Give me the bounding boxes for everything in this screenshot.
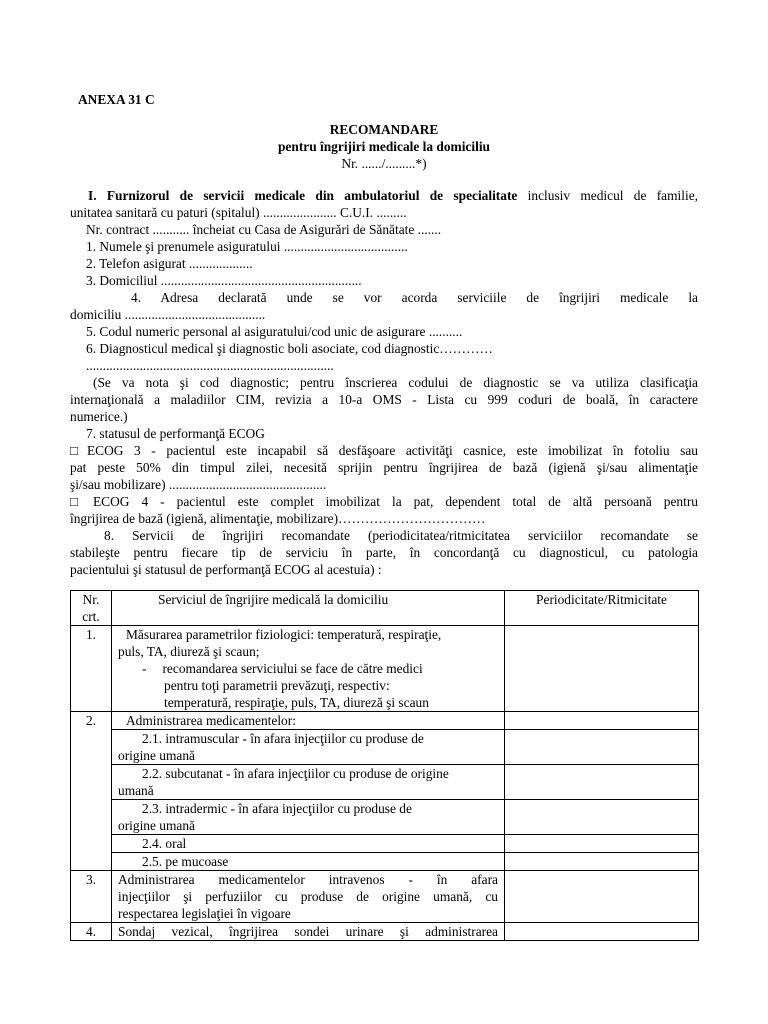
ecog4-checkbox[interactable]: □: [70, 494, 79, 509]
row2-5-service: 2.5. pe mucoase: [112, 853, 505, 871]
contract-line: Nr. contract ........... încheiat cu Casa de Asigurări de Sănătate .......: [86, 222, 442, 237]
row4-service: [112, 923, 505, 941]
field-insured-name: 1. Numele şi prenumele asiguratului .....................................: [86, 239, 408, 254]
services-table: [70, 590, 699, 941]
row2-4-period[interactable]: [505, 835, 699, 853]
row2-3-line1: 2.3. intradermic - în afara injecţiilor cu produse de: [142, 801, 412, 816]
row2-2-service: [112, 765, 505, 800]
row1-line2: puls, TA, diureză şi scaun;: [118, 644, 260, 659]
table-header-row: [71, 591, 699, 626]
table-row: [71, 712, 699, 730]
table-row: [71, 765, 699, 800]
header-nr: [71, 591, 112, 626]
row2-service-head: Administrarea medicamentelor:: [112, 712, 505, 730]
row2-3-line2: origine umană: [118, 818, 195, 833]
field-domicile: 3. Domiciliul ............................................................: [86, 273, 362, 288]
row1-line3: recomandarea serviciului se face de către medici: [162, 661, 423, 676]
note-line1: (Se va nota şi cod diagnostic; pentru înscrierea codului de diagnostic se va utiliza clasificaţia: [93, 375, 698, 390]
services-intro-line2: stabileşte pentru fiecare tip de serviciu în parte, în concordanţă cu diagnosticul, cu patologia: [70, 545, 698, 560]
table-row: [71, 626, 699, 712]
row2-1-line2: origine umană: [118, 748, 195, 763]
row1-period[interactable]: [505, 626, 699, 712]
services-intro-line1: 8. Servicii de îngrijiri recomandate (periodicitatea/ritmicitatea serviciilor recomandate se: [104, 528, 698, 543]
row2-1-line1: 2.1. intramuscular - în afara injecţiilor cu produse de: [142, 731, 424, 746]
ecog3-line3: şi/sau mobilizare) ...............................................: [70, 477, 327, 492]
field-ecog: 7. statusul de performanţă ECOG: [86, 426, 265, 441]
table-row: [71, 835, 699, 853]
field-address-line2: domiciliu ..........................................: [70, 307, 266, 322]
row4-period[interactable]: [505, 923, 699, 941]
field-diagnosis: 6. Diagnosticul medical şi diagnostic boli asociate, cod diagnostic…………: [86, 341, 493, 356]
table-row: [71, 800, 699, 835]
section1-heading: [88, 187, 698, 204]
row1-dash: -: [142, 661, 147, 676]
row3-period[interactable]: [505, 871, 699, 923]
header-period: Periodicitate/Ritmicitate: [505, 591, 699, 626]
ecog3-checkbox[interactable]: □: [70, 443, 79, 458]
note-line3: numerice.): [70, 409, 128, 424]
row4-line1: Sondaj vezical, îngrijirea sondei urinare şi administrarea: [118, 924, 498, 939]
row2-1-period[interactable]: [505, 730, 699, 765]
row3-number: 3.: [71, 871, 112, 923]
header-service: Serviciul de îngrijire medicală la domiciliu: [112, 591, 505, 626]
field-cnp: 5. Codul numeric personal al asiguratului/cod unic de asigurare ..........: [86, 324, 463, 339]
row3-line1: Administrarea medicamentelor intravenos - în afara: [118, 872, 498, 887]
row3-line2: injecţiilor şi perfuziilor cu produse de origine umană, cu: [118, 889, 498, 904]
field-address-line1: 4. Adresa declarată unde se vor acorda serviciile de îngrijiri medicale la: [131, 290, 698, 305]
field-diagnosis-dots: ..........................................................................: [86, 358, 334, 373]
row2-number: 2.: [71, 712, 112, 871]
ecog4-line2: îngrijirea de bază (igienă, alimentaţie, mobilizare)……………………………: [70, 511, 486, 526]
table-row: [71, 853, 699, 871]
annex-label: ANEXA 31 C: [78, 92, 155, 107]
table-row: [71, 871, 699, 923]
row2-period-head[interactable]: [505, 712, 699, 730]
field-phone: 2. Telefon asigurat ...................: [86, 256, 253, 271]
section1-heading-bold: I. Furnizorul de servicii medicale din ambulatoriul de specialitate: [88, 188, 518, 203]
provider-line: unitatea sanitară cu paturi (spitalul) ...................... C.U.I. .........: [70, 205, 407, 220]
services-intro-line3: pacientului şi statusul de performanţă ECOG al acestuia) :: [70, 562, 382, 577]
row3-service: [112, 871, 505, 923]
ecog3-line1: ECOG 3 - pacientul este incapabil să desfăşoare activităţi casnice, este imobilizat în fotoliu sau: [87, 443, 698, 458]
row1-line1: Măsurarea parametrilor fiziologici: temperatură, respiraţie,: [126, 627, 442, 642]
row2-4-service: 2.4. oral: [112, 835, 505, 853]
row1-line5: temperatură, respiraţie, puls, TA, diureză şi scaun: [164, 695, 429, 710]
table-row: [71, 730, 699, 765]
ecog3-line2: pat peste 50% din timpul zilei, necesită sprijin pentru îngrijirea de bază (igienă şi/sau alimentaţie: [70, 460, 698, 475]
row1-line4: pentru toţi parametrii prevăzuţi, respectiv:: [164, 678, 390, 693]
row1-number: 1.: [71, 626, 112, 712]
row2-3-service: [112, 800, 505, 835]
row4-number: 4.: [71, 923, 112, 941]
document-subtitle: pentru îngrijiri medicale la domiciliu: [277, 139, 490, 154]
row1-service: [112, 626, 505, 712]
note-line2: internaţională a maladiilor CIM, revizia a 10-a OMS - Lista cu 999 coduri de boală, în caractere: [70, 392, 698, 407]
row2-1-service: [112, 730, 505, 765]
row2-5-period[interactable]: [505, 853, 699, 871]
section1-heading-rest: inclusiv medicul de familie,: [517, 188, 698, 203]
row2-3-period[interactable]: [505, 800, 699, 835]
row2-2-period[interactable]: [505, 765, 699, 800]
table-row: [71, 923, 699, 941]
ecog4-line1: ECOG 4 - pacientul este complet imobilizat la pat, dependent total de altă persoană pentru: [93, 494, 698, 509]
document-number: Nr. ....../.........*): [341, 156, 427, 171]
document-title: RECOMANDARE: [329, 122, 439, 137]
row2-2-line1: 2.2. subcutanat - în afara injecţiilor cu produse de origine: [142, 766, 449, 781]
row1-bullet-line: [118, 660, 498, 677]
header-nr-line1: Nr.: [82, 592, 100, 607]
row2-2-line2: umană: [118, 783, 154, 798]
row3-line3: respectarea legislaţiei în vigoare: [118, 906, 291, 921]
header-nr-line2: crt.: [82, 609, 100, 624]
